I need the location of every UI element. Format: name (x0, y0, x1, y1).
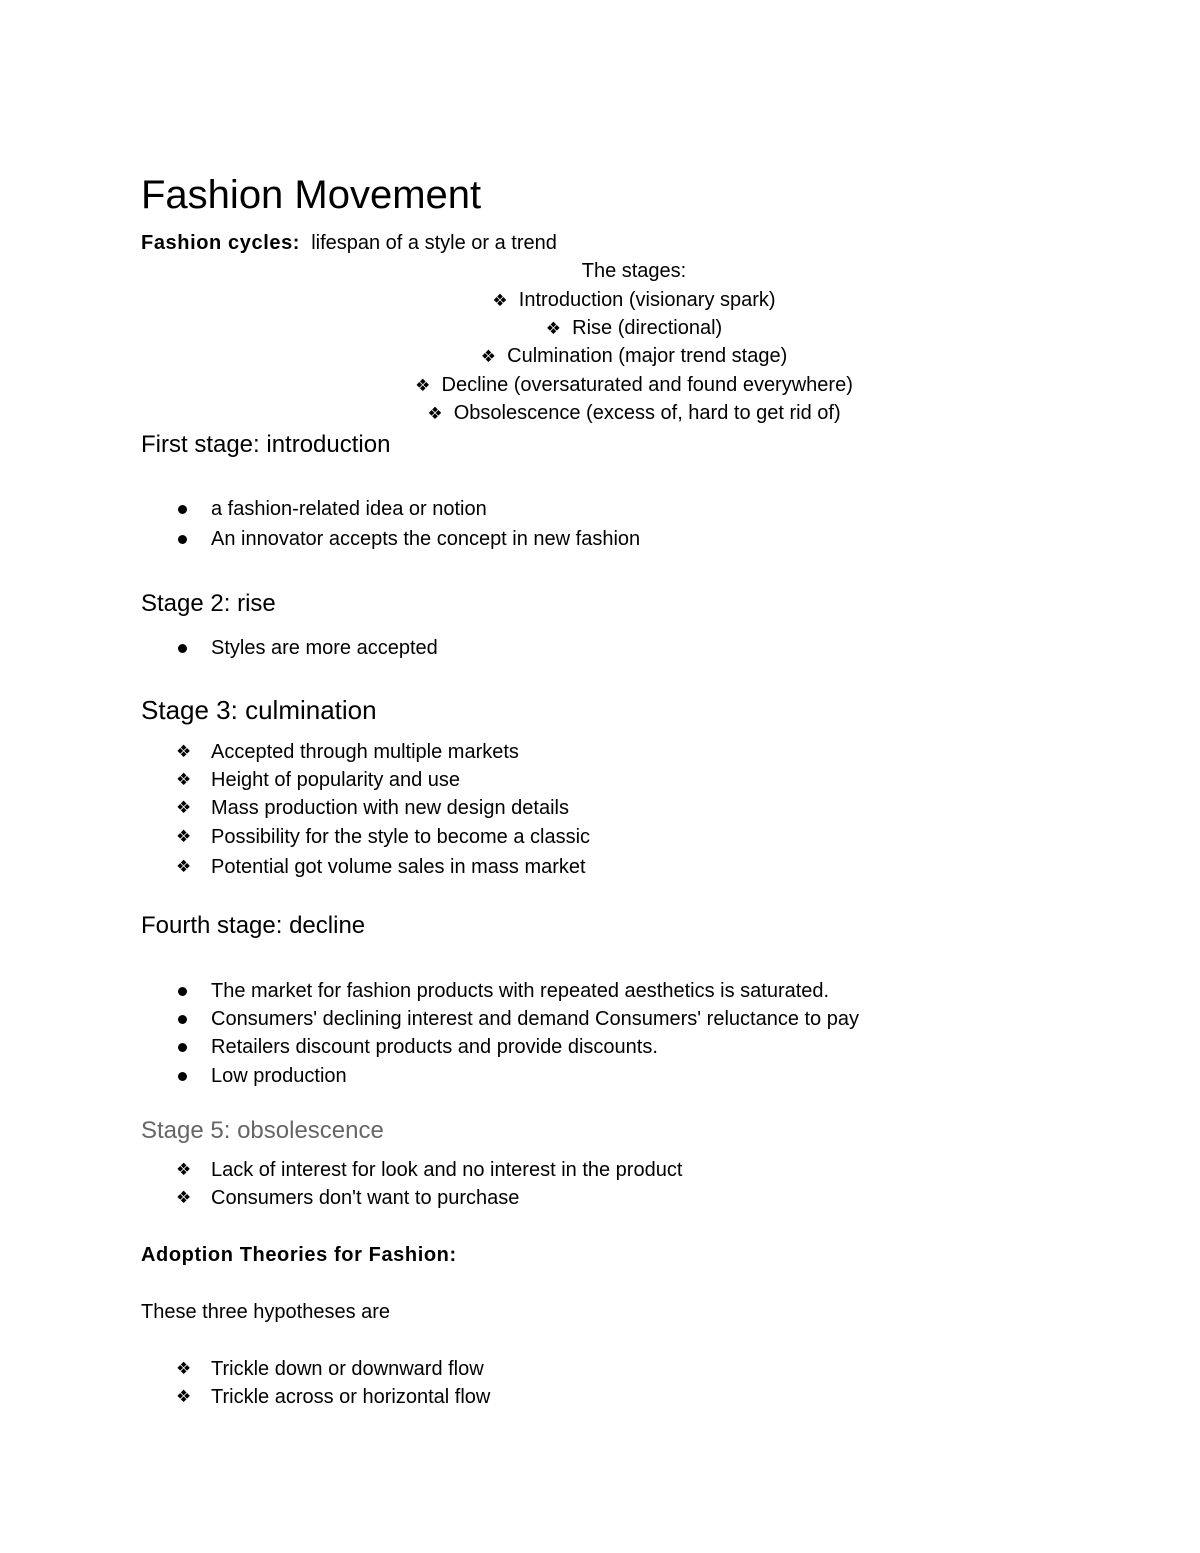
fashion-cycles-text: lifespan of a style or a trend (311, 232, 557, 254)
stage-summary-item (141, 401, 1127, 426)
list-item-text: Styles are more accepted (211, 637, 438, 659)
adoption-heading: Adoption Theories for Fashion: (141, 1244, 457, 1266)
diamond-bullet-icon: ❖ (176, 1387, 192, 1407)
stage-summary-label: Obsolescence (excess of, hard to get rid of) (453, 402, 841, 424)
list-item-text: Consumers don't want to purchase (211, 1187, 520, 1209)
list-item-text: Low production (211, 1065, 347, 1087)
list-item-text: Accepted through multiple markets (211, 741, 519, 763)
bullet-dot-icon (178, 1043, 187, 1052)
diamond-bullet-icon: ❖ (176, 742, 192, 762)
diamond-bullet-icon: ❖ (176, 1188, 192, 1208)
stage3-heading: Stage 3: culmination (141, 695, 377, 725)
diamond-bullet-icon: ❖ (176, 798, 192, 818)
stage-summary-label: Rise (directional) (572, 317, 723, 339)
stage-summary-item (141, 373, 1127, 398)
adoption-intro: These three hypotheses are (141, 1301, 391, 1323)
list-item-text: Retailers discount products and provide discounts. (211, 1036, 658, 1058)
stage-summary-label: Decline (oversaturated and found everywhere) (441, 374, 853, 396)
list-item-text: Trickle across or horizontal flow (211, 1386, 491, 1408)
stage-summary-item (141, 344, 1127, 369)
bullet-dot-icon (178, 1015, 187, 1024)
list-item-text: a fashion-related idea or notion (211, 498, 487, 520)
page-title: Fashion Movement (141, 173, 482, 217)
stage-summary-label: Culmination (major trend stage) (507, 345, 788, 367)
diamond-bullet-icon: ❖ (545, 319, 562, 339)
diamond-bullet-icon: ❖ (176, 857, 192, 877)
list-item-text: Height of popularity and use (211, 769, 461, 791)
stages-heading: The stages: (581, 260, 687, 282)
diamond-bullet-icon: ❖ (176, 1160, 192, 1180)
bullet-dot-icon (178, 505, 187, 514)
stage5-heading: Stage 5: obsolescence (141, 1117, 384, 1144)
fashion-cycles-definition (141, 231, 557, 255)
diamond-bullet-icon: ❖ (176, 770, 192, 790)
list-item-text: Consumers' declining interest and demand Consumers' reluctance to pay (211, 1008, 859, 1030)
bullet-dot-icon (178, 1072, 187, 1081)
list-item-text: Trickle down or downward flow (211, 1358, 484, 1380)
stage-summary-item (141, 316, 1127, 341)
fashion-cycles-term: Fashion cycles: (141, 232, 301, 254)
diamond-bullet-icon: ❖ (176, 827, 192, 847)
list-item-text: An innovator accepts the concept in new fashion (211, 528, 641, 550)
diamond-bullet-icon: ❖ (427, 404, 443, 424)
stage-summary-label: Introduction (visionary spark) (518, 289, 776, 311)
first-stage-heading: First stage: introduction (141, 431, 391, 458)
list-item-text: The market for fashion products with repeated aesthetics is saturated. (211, 980, 830, 1002)
fourth-stage-heading: Fourth stage: decline (141, 912, 366, 939)
bullet-dot-icon (178, 535, 187, 544)
stage2-heading: Stage 2: rise (141, 590, 276, 617)
diamond-bullet-icon: ❖ (415, 376, 431, 396)
diamond-bullet-icon: ❖ (492, 291, 508, 311)
list-item-text: Potential got volume sales in mass market (211, 856, 586, 878)
stage-summary-item (141, 288, 1127, 313)
list-item-text: Lack of interest for look and no interest in the product (211, 1159, 683, 1181)
diamond-bullet-icon: ❖ (480, 347, 496, 367)
diamond-bullet-icon: ❖ (176, 1359, 192, 1379)
bullet-dot-icon (178, 644, 187, 653)
list-item-text: Possibility for the style to become a classic (211, 826, 591, 848)
list-item-text: Mass production with new design details (211, 797, 569, 819)
bullet-dot-icon (178, 987, 187, 996)
